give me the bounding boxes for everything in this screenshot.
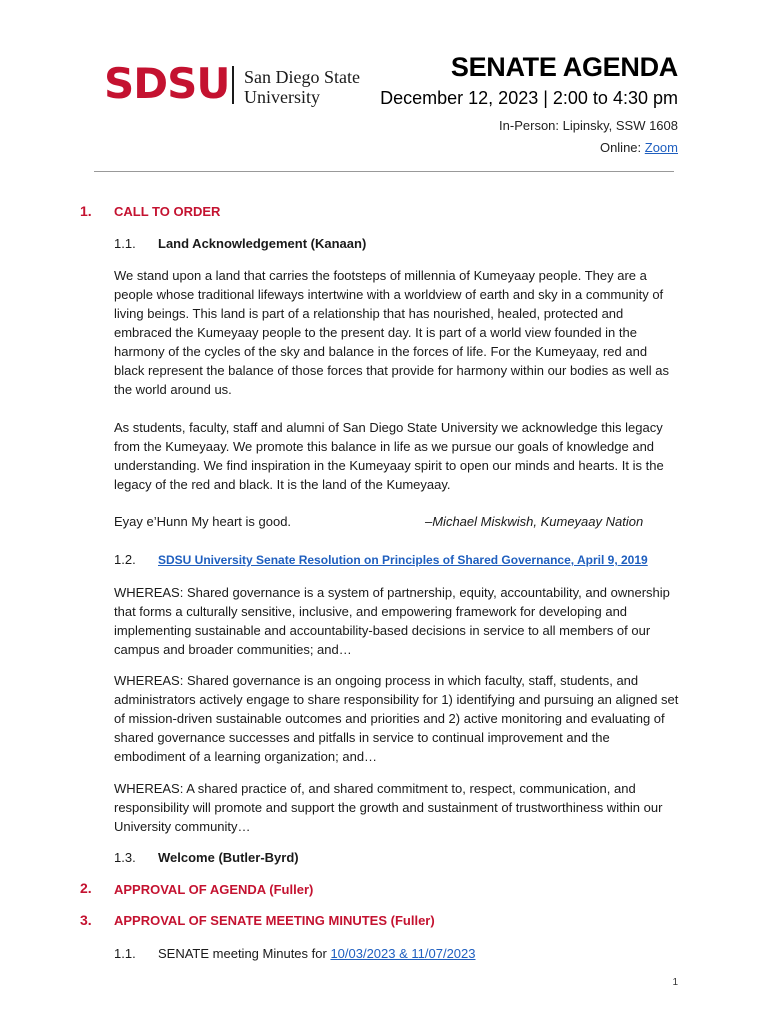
item-1-3-number: 1.3. <box>114 850 136 865</box>
quote-text: Eyay e’Hunn My heart is good. <box>114 514 292 529</box>
whereas-paragraph-1: WHEREAS: Shared governance is a system of partnership, equity, accountability, and ownership that forms a culturally sensitive, inclusive, and empowering framework for developing and implementing sustainable and accountability-based decisions in service to all members of our campus and broader communities; and… <box>114 585 670 657</box>
land-acknowledgement-paragraph-1: We stand upon a land that carries the footsteps of millennia of Kumeyaay people. They are a people whose traditional lifeways intertwine with a worldview of earth and sky in a community of living beings. This land is part of a relationship that has nourished, healed, protected and embraced the Kumeyaay people to the present day. It is part of a world view founded in the harmony of the cycles of the sky and balance in the forces of life. For the Kumeyaay, red and black represent the balance of those forces that provide for harmony within our bodies as well as the world around us. <box>114 268 669 397</box>
sdsu-logo-mark: SDSU <box>104 59 230 108</box>
shared-governance-resolution-link[interactable]: SDSU University Senate Resolution on Principles of Shared Governance, April 9, 2019 <box>158 553 648 567</box>
item-1-1-number: 1.1. <box>114 236 136 251</box>
page-title: SENATE AGENDA <box>450 52 678 82</box>
section-2-number: 2. <box>80 880 92 896</box>
minutes-label: SENATE meeting Minutes for <box>158 946 331 961</box>
whereas-paragraph-3: WHEREAS: A shared practice of, and shared commitment to, respect, communication, and responsibility will promote and support the growth and sustainment of trustworthiness within our University community… <box>114 781 663 834</box>
quote-attribution: –Michael Miskwish, Kumeyaay Nation <box>425 514 644 529</box>
land-acknowledgement-paragraph-2: As students, faculty, staff and alumni of San Diego State University we acknowledge this legacy from the Kumeyaay. We promote this balance in life as we pursue our goals of knowledge and understanding. We find inspiration in the Kumeyaay spirit to open our minds and hearts. It is the legacy of the red and black. It is the land of the Kumeyaay. <box>114 420 664 492</box>
minutes-link[interactable]: 10/03/2023 & 11/07/2023 <box>330 946 476 961</box>
section-3-title: APPROVAL OF SENATE MEETING MINUTES (Fuller) <box>114 913 435 928</box>
section-3-number: 3. <box>80 912 92 928</box>
logo-text-line2: University <box>244 87 320 107</box>
item-1-2-number: 1.2. <box>114 552 136 567</box>
page-number: 1 <box>672 977 678 988</box>
meeting-datetime: December 12, 2023 | 2:00 to 4:30 pm <box>380 88 678 108</box>
online-location <box>600 140 678 155</box>
item-1-1-title: Land Acknowledgement (Kanaan) <box>158 236 367 251</box>
in-person-location: In-Person: Lipinsky, SSW 1608 <box>499 118 678 133</box>
item-3-1-text <box>158 946 476 961</box>
header-divider <box>94 171 674 172</box>
section-1-title: CALL TO ORDER <box>114 204 221 219</box>
section-2-title: APPROVAL OF AGENDA (Fuller) <box>114 882 314 897</box>
online-label: Online: <box>599 140 645 155</box>
logo-divider <box>232 66 234 104</box>
logo-text-line1: San Diego State <box>244 67 360 87</box>
item-3-1-number: 1.1. <box>114 946 136 961</box>
item-1-3-title: Welcome (Butler-Byrd) <box>158 850 299 865</box>
zoom-link[interactable]: Zoom <box>644 140 678 155</box>
whereas-paragraph-2: WHEREAS: Shared governance is an ongoing process in which faculty, staff, students, and administrators actively engage to share responsibility for 1) identifying and pursuing an aligned set of mission-driven sustainable outcomes and priorities and 2) active monitoring and evaluating of shared governance successes and pitfalls in service to continual improvement and the embodiment of a learning organization; and… <box>114 673 679 764</box>
section-1-number: 1. <box>80 203 92 219</box>
